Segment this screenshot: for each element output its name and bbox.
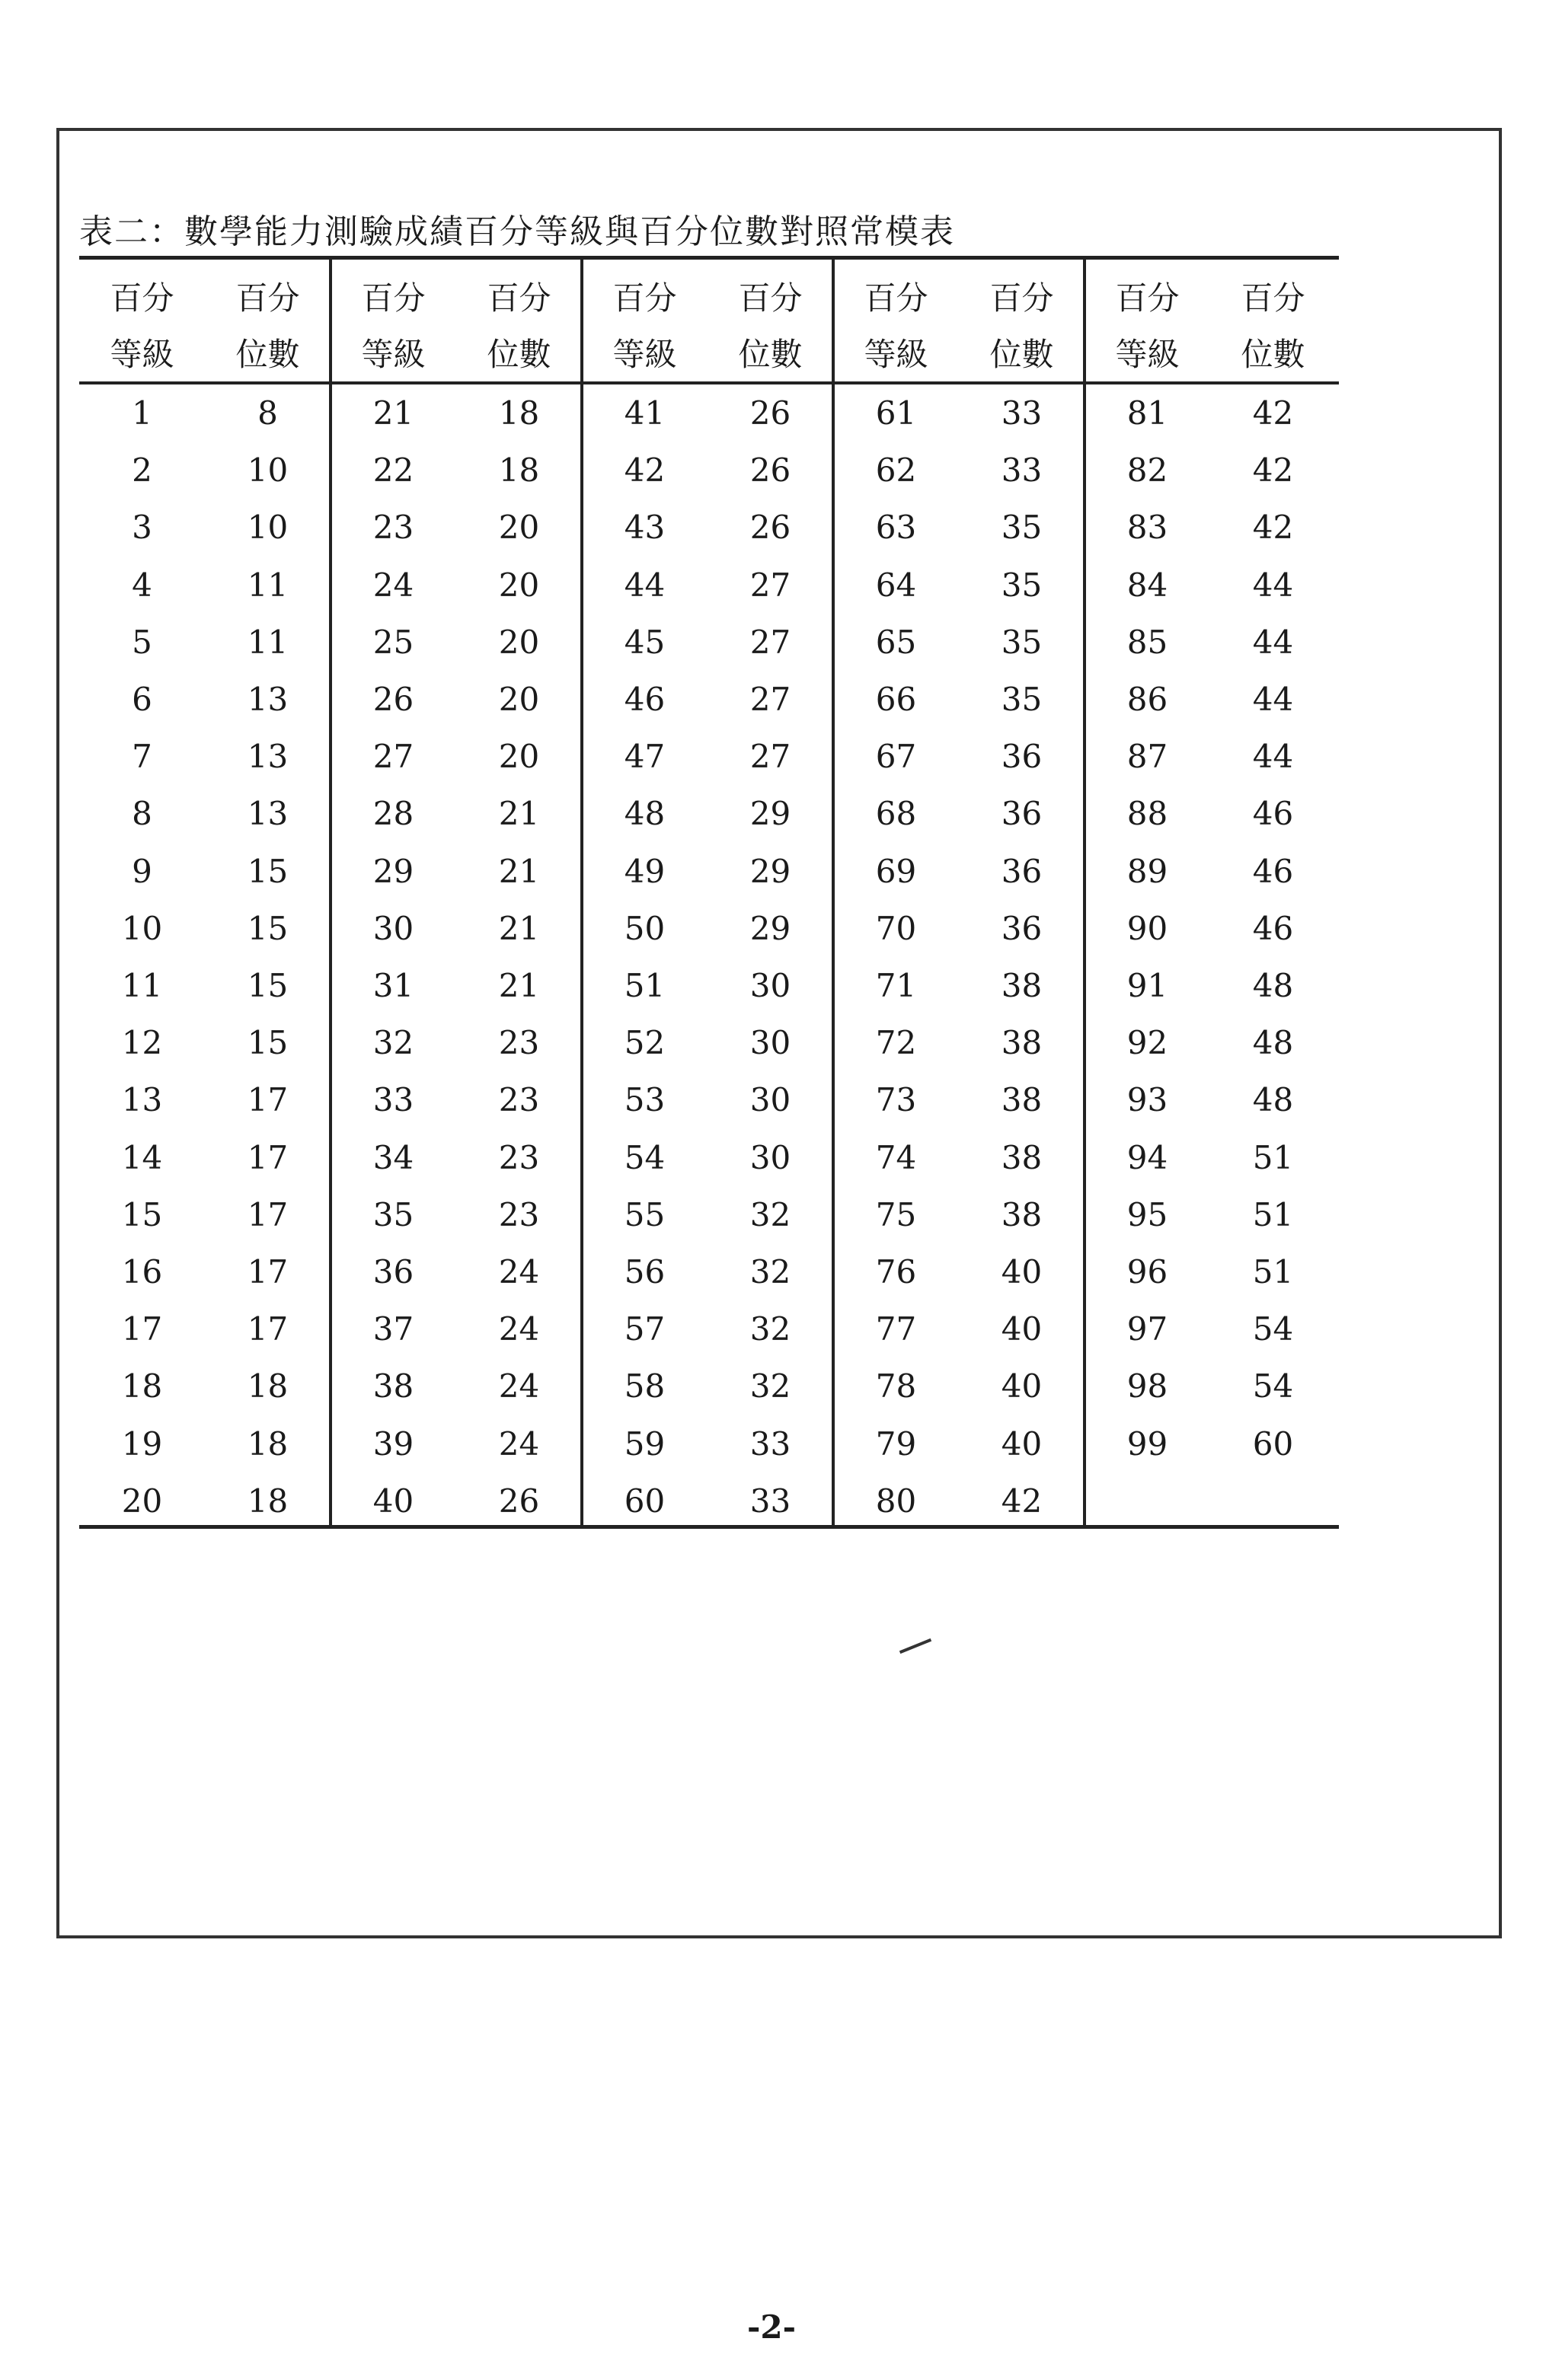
cell-percentile-score: 54 <box>1252 1310 1294 1348</box>
cell-percentile-score: 38 <box>1001 967 1043 1004</box>
cell-percentile-rank: 72 <box>875 1024 917 1062</box>
cell-percentile-score: 46 <box>1252 909 1294 947</box>
cell-percentile-rank: 8 <box>132 795 152 833</box>
cell-percentile-rank: 26 <box>372 681 414 718</box>
cell-percentile-score: 46 <box>1252 795 1294 833</box>
cell-percentile-rank: 66 <box>875 681 917 718</box>
cell-percentile-score: 30 <box>749 1024 791 1062</box>
cell-percentile-score: 32 <box>749 1253 791 1290</box>
cell-percentile-score: 38 <box>1001 1195 1043 1233</box>
header-line: 位數 <box>487 336 551 373</box>
cell-percentile-rank: 58 <box>624 1367 666 1405</box>
cell-percentile-score: 44 <box>1252 566 1294 604</box>
cell-percentile-rank: 52 <box>624 1024 666 1062</box>
cell-percentile-score: 20 <box>498 623 540 661</box>
cell-percentile-rank: 57 <box>624 1310 666 1348</box>
cell-percentile-rank: 42 <box>624 451 666 490</box>
cell-percentile-score: 11 <box>247 566 289 604</box>
header-line: 位數 <box>235 336 300 373</box>
cell-percentile-score: 13 <box>247 795 289 833</box>
cell-percentile-score: 26 <box>749 394 791 432</box>
cell-percentile-score: 44 <box>1252 623 1294 661</box>
cell-percentile-rank: 38 <box>372 1367 414 1405</box>
cell-percentile-score: 15 <box>247 967 289 1004</box>
cell-percentile-rank: 34 <box>372 1138 414 1176</box>
cell-percentile-rank: 82 <box>1126 451 1168 490</box>
cell-percentile-rank: 77 <box>875 1310 917 1348</box>
cell-percentile-rank: 12 <box>121 1024 163 1062</box>
cell-percentile-score: 40 <box>1001 1310 1043 1348</box>
cell-percentile-score: 20 <box>498 738 540 776</box>
cell-percentile-score: 30 <box>749 967 791 1004</box>
cell-percentile-score: 26 <box>749 451 791 490</box>
cell-percentile-rank: 45 <box>624 623 666 661</box>
cell-percentile-rank: 71 <box>875 967 917 1004</box>
cell-percentile-rank: 56 <box>624 1253 666 1290</box>
cell-percentile-rank: 19 <box>121 1424 163 1463</box>
cell-percentile-score: 44 <box>1252 738 1294 776</box>
header-percentile-rank <box>331 270 456 383</box>
cell-percentile-score: 33 <box>1001 394 1043 432</box>
cell-percentile-score: 29 <box>749 909 791 947</box>
cell-percentile-rank: 49 <box>624 852 666 890</box>
cell-percentile-score: 21 <box>498 967 540 1004</box>
cell-percentile-rank: 6 <box>132 681 152 718</box>
cell-percentile-rank: 79 <box>875 1424 917 1463</box>
cell-percentile-rank: 41 <box>624 394 666 432</box>
cell-percentile-rank: 46 <box>624 681 666 718</box>
norm-table <box>79 256 1339 1529</box>
cell-percentile-score: 17 <box>247 1253 289 1290</box>
cell-percentile-score: 36 <box>1001 852 1043 890</box>
cell-percentile-score: 48 <box>1252 1081 1294 1119</box>
cell-percentile-score: 17 <box>247 1081 289 1119</box>
cell-percentile-rank: 81 <box>1126 394 1168 432</box>
cell-percentile-rank: 25 <box>372 623 414 661</box>
header-line: 百分 <box>487 279 551 317</box>
cell-percentile-rank: 37 <box>372 1310 414 1348</box>
header-line: 等級 <box>361 336 426 373</box>
cell-percentile-score: 32 <box>749 1195 791 1233</box>
cell-percentile-score: 42 <box>1252 394 1294 432</box>
cell-percentile-score: 11 <box>247 623 289 661</box>
cell-percentile-rank: 39 <box>372 1424 414 1463</box>
cell-percentile-score: 18 <box>247 1367 289 1405</box>
cell-percentile-score: 10 <box>247 451 289 490</box>
cell-percentile-rank: 83 <box>1126 509 1168 547</box>
cell-percentile-rank: 62 <box>875 451 917 490</box>
cell-percentile-rank: 55 <box>624 1195 666 1233</box>
cell-percentile-score: 38 <box>1001 1024 1043 1062</box>
header-line: 百分 <box>361 279 426 317</box>
cell-percentile-score: 23 <box>498 1024 540 1062</box>
cell-percentile-score: 51 <box>1252 1138 1294 1176</box>
cell-percentile-score: 40 <box>1001 1367 1043 1405</box>
cell-percentile-rank: 68 <box>875 795 917 833</box>
cell-percentile-score: 35 <box>1001 623 1043 661</box>
cell-percentile-rank: 74 <box>875 1138 917 1176</box>
cell-percentile-rank: 53 <box>624 1081 666 1119</box>
cell-percentile-rank: 4 <box>132 566 152 604</box>
cell-percentile-rank: 60 <box>624 1482 666 1520</box>
header-line: 等級 <box>110 336 174 373</box>
cell-percentile-rank: 86 <box>1126 681 1168 718</box>
header-line: 百分 <box>235 279 300 317</box>
cell-percentile-score: 24 <box>498 1367 540 1405</box>
cell-percentile-score: 17 <box>247 1138 289 1176</box>
cell-percentile-rank: 78 <box>875 1367 917 1405</box>
header-line: 百分 <box>110 279 174 317</box>
cell-percentile-score: 40 <box>1001 1253 1043 1290</box>
header-percentile-score <box>708 270 833 383</box>
cell-percentile-rank: 31 <box>372 967 414 1004</box>
cell-percentile-rank: 7 <box>132 738 152 776</box>
cell-percentile-rank: 27 <box>372 738 414 776</box>
cell-percentile-rank: 3 <box>132 509 152 547</box>
cell-percentile-rank: 10 <box>121 909 163 947</box>
cell-percentile-score: 24 <box>498 1310 540 1348</box>
cell-percentile-score: 23 <box>498 1081 540 1119</box>
cell-percentile-score: 35 <box>1001 566 1043 604</box>
cell-percentile-score: 13 <box>247 681 289 718</box>
cell-percentile-rank: 9 <box>132 852 152 890</box>
cell-percentile-rank: 94 <box>1126 1138 1168 1176</box>
cell-percentile-rank: 59 <box>624 1424 666 1463</box>
cell-percentile-rank: 90 <box>1126 909 1168 947</box>
cell-percentile-rank: 95 <box>1126 1195 1168 1233</box>
header-line: 百分 <box>864 279 928 317</box>
cell-percentile-rank: 99 <box>1126 1424 1168 1463</box>
cell-percentile-rank: 13 <box>121 1081 163 1119</box>
cell-percentile-rank: 33 <box>372 1081 414 1119</box>
table-title: 表二：數學能力測驗成績百分等級與百分位數對照常模表 <box>79 212 955 251</box>
cell-percentile-score: 33 <box>749 1482 791 1520</box>
cell-percentile-score: 38 <box>1001 1081 1043 1119</box>
cell-percentile-rank: 50 <box>624 909 666 947</box>
cell-percentile-rank: 22 <box>372 451 414 490</box>
cell-percentile-score: 36 <box>1001 738 1043 776</box>
cell-percentile-rank: 44 <box>624 566 666 604</box>
cell-percentile-score: 42 <box>1252 451 1294 490</box>
cell-percentile-score: 8 <box>257 394 278 432</box>
cell-percentile-score: 27 <box>749 681 791 718</box>
cell-percentile-rank: 98 <box>1126 1367 1168 1405</box>
header-line: 百分 <box>1241 279 1305 317</box>
header-line: 位數 <box>989 336 1054 373</box>
cell-percentile-rank: 23 <box>372 509 414 547</box>
cell-percentile-score: 60 <box>1252 1424 1294 1463</box>
cell-percentile-score: 40 <box>1001 1424 1043 1463</box>
cell-percentile-score: 18 <box>247 1424 289 1463</box>
cell-percentile-score: 32 <box>749 1367 791 1405</box>
cell-percentile-rank: 21 <box>372 394 414 432</box>
cell-percentile-rank: 32 <box>372 1024 414 1062</box>
cell-percentile-score: 18 <box>247 1482 289 1520</box>
cell-percentile-score: 15 <box>247 909 289 947</box>
cell-percentile-rank: 69 <box>875 852 917 890</box>
cell-percentile-score: 20 <box>498 509 540 547</box>
cell-percentile-rank: 30 <box>372 909 414 947</box>
cell-percentile-score: 33 <box>1001 451 1043 490</box>
cell-percentile-score: 51 <box>1252 1253 1294 1290</box>
cell-percentile-score: 38 <box>1001 1138 1043 1176</box>
header-line: 百分 <box>1115 279 1180 317</box>
cell-percentile-rank: 84 <box>1126 566 1168 604</box>
cell-percentile-score: 29 <box>749 852 791 890</box>
cell-percentile-score: 35 <box>1001 509 1043 547</box>
header-line: 位數 <box>738 336 803 373</box>
cell-percentile-score: 30 <box>749 1138 791 1176</box>
cell-percentile-score: 26 <box>749 509 791 547</box>
header-percentile-rank <box>1085 270 1210 383</box>
cell-percentile-rank: 24 <box>372 566 414 604</box>
cell-percentile-score: 20 <box>498 566 540 604</box>
cell-percentile-score: 35 <box>1001 681 1043 718</box>
cell-percentile-rank: 63 <box>875 509 917 547</box>
cell-percentile-rank: 91 <box>1126 967 1168 1004</box>
cell-percentile-score: 51 <box>1252 1195 1294 1233</box>
header-line: 等級 <box>612 336 677 373</box>
cell-percentile-score: 48 <box>1252 967 1294 1004</box>
header-percentile-score <box>959 270 1085 383</box>
cell-percentile-rank: 54 <box>624 1138 666 1176</box>
cell-percentile-rank: 1 <box>132 394 152 432</box>
cell-percentile-score: 27 <box>749 566 791 604</box>
cell-percentile-score: 17 <box>247 1310 289 1348</box>
cell-percentile-rank: 2 <box>132 451 152 490</box>
header-line: 等級 <box>1115 336 1180 373</box>
cell-percentile-score: 23 <box>498 1195 540 1233</box>
cell-percentile-rank: 11 <box>121 967 163 1004</box>
cell-percentile-score: 17 <box>247 1195 289 1233</box>
cell-percentile-rank: 51 <box>624 967 666 1004</box>
cell-percentile-score: 46 <box>1252 852 1294 890</box>
cell-percentile-score: 29 <box>749 795 791 833</box>
cell-percentile-rank: 5 <box>132 623 152 661</box>
cell-percentile-rank: 61 <box>875 394 917 432</box>
cell-percentile-rank: 29 <box>372 852 414 890</box>
cell-percentile-rank: 73 <box>875 1081 917 1119</box>
cell-percentile-rank: 48 <box>624 795 666 833</box>
cell-percentile-rank: 17 <box>121 1310 163 1348</box>
cell-percentile-rank: 65 <box>875 623 917 661</box>
cell-percentile-score: 10 <box>247 509 289 547</box>
header-line: 百分 <box>738 279 803 317</box>
cell-percentile-rank: 35 <box>372 1195 414 1233</box>
cell-percentile-rank: 28 <box>372 795 414 833</box>
cell-percentile-rank: 96 <box>1126 1253 1168 1290</box>
cell-percentile-score: 36 <box>1001 795 1043 833</box>
cell-percentile-rank: 16 <box>121 1253 163 1290</box>
cell-percentile-rank: 87 <box>1126 738 1168 776</box>
header-percentile-score <box>1210 270 1336 383</box>
cell-percentile-score: 21 <box>498 852 540 890</box>
cell-percentile-rank: 20 <box>121 1482 163 1520</box>
cell-percentile-rank: 67 <box>875 738 917 776</box>
cell-percentile-score: 18 <box>498 451 540 490</box>
header-percentile-rank <box>582 270 708 383</box>
cell-percentile-rank: 36 <box>372 1253 414 1290</box>
cell-percentile-rank: 76 <box>875 1253 917 1290</box>
cell-percentile-score: 21 <box>498 795 540 833</box>
header-percentile-rank <box>833 270 959 383</box>
cell-percentile-score: 27 <box>749 738 791 776</box>
cell-percentile-score: 42 <box>1001 1482 1043 1520</box>
cell-percentile-score: 30 <box>749 1081 791 1119</box>
cell-percentile-score: 44 <box>1252 681 1294 718</box>
header-line: 等級 <box>864 336 928 373</box>
cell-percentile-rank: 70 <box>875 909 917 947</box>
cell-percentile-rank: 43 <box>624 509 666 547</box>
header-percentile-score <box>205 270 331 383</box>
cell-percentile-score: 36 <box>1001 909 1043 947</box>
cell-percentile-rank: 14 <box>121 1138 163 1176</box>
cell-percentile-score: 24 <box>498 1424 540 1463</box>
cell-percentile-rank: 15 <box>121 1195 163 1233</box>
cell-percentile-rank: 88 <box>1126 795 1168 833</box>
cell-percentile-rank: 18 <box>121 1367 163 1405</box>
header-line: 位數 <box>1241 336 1305 373</box>
cell-percentile-score: 20 <box>498 681 540 718</box>
cell-percentile-rank: 64 <box>875 566 917 604</box>
cell-percentile-rank: 97 <box>1126 1310 1168 1348</box>
cell-percentile-rank: 89 <box>1126 852 1168 890</box>
cell-percentile-score: 32 <box>749 1310 791 1348</box>
header-percentile-score <box>456 270 582 383</box>
page-number: -2- <box>746 2308 797 2346</box>
cell-percentile-score: 13 <box>247 738 289 776</box>
cell-percentile-score: 42 <box>1252 509 1294 547</box>
cell-percentile-rank: 80 <box>875 1482 917 1520</box>
cell-percentile-score: 23 <box>498 1138 540 1176</box>
cell-percentile-score: 24 <box>498 1253 540 1290</box>
cell-percentile-rank: 47 <box>624 738 666 776</box>
header-line: 百分 <box>989 279 1054 317</box>
cell-percentile-rank: 93 <box>1126 1081 1168 1119</box>
cell-percentile-rank: 85 <box>1126 623 1168 661</box>
cell-percentile-score: 15 <box>247 1024 289 1062</box>
cell-percentile-score: 54 <box>1252 1367 1294 1405</box>
cell-percentile-rank: 75 <box>875 1195 917 1233</box>
cell-percentile-score: 18 <box>498 394 540 432</box>
cell-percentile-score: 27 <box>749 623 791 661</box>
header-percentile-rank <box>79 270 205 383</box>
cell-percentile-score: 15 <box>247 852 289 890</box>
header-line: 百分 <box>612 279 677 317</box>
cell-percentile-score: 48 <box>1252 1024 1294 1062</box>
cell-percentile-rank: 40 <box>372 1482 414 1520</box>
cell-percentile-score: 33 <box>749 1424 791 1463</box>
cell-percentile-score: 21 <box>498 909 540 947</box>
cell-percentile-score: 26 <box>498 1482 540 1520</box>
cell-percentile-rank: 92 <box>1126 1024 1168 1062</box>
